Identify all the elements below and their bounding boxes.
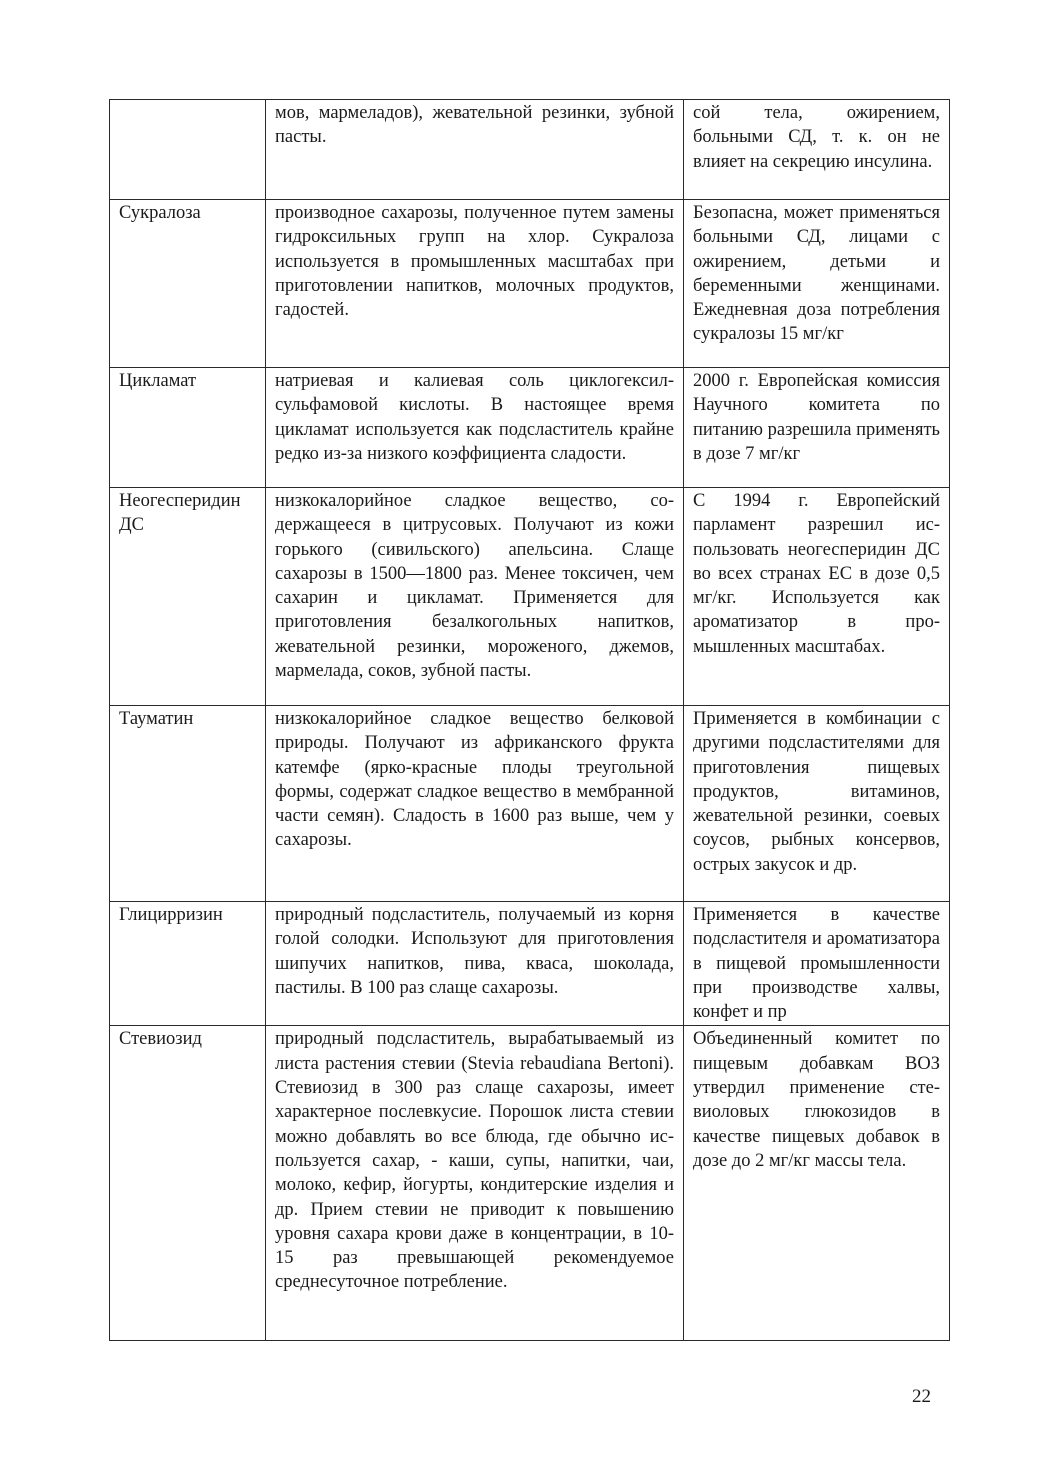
table-row	[110, 1026, 950, 1341]
sweetener-name	[110, 100, 266, 200]
table-row	[110, 100, 950, 200]
sweetener-name: Неогесперидин ДС	[110, 488, 266, 706]
table-row	[110, 488, 950, 706]
sweetener-usage-note: 2000 г. Европейская комиссия Научного комитета по питанию разрешила применять в дозе 7 мг/кг	[684, 368, 950, 488]
sweetener-description: природный подсластитель, вырабатываемый из листа растения стевии (Stevia rebaudiana Bertoni). Стевиозид в 300 раз слаще сахарозы, имеет характерное послевкусие. Порошок листа стевии можно добавлять во все блюда, где обычно используется сахар, - каши, супы, напитки, чаи, молоко, кефир, йогурты, кондитерские изделия и др. Прием стевии не приводит к повышению уровня сахара крови даже в концентрации, в 10-15 раз превышающей рекомендуемое среднесуточное потребление.	[266, 1026, 684, 1341]
sweetener-description: природный подсластитель, получаемый из корня голой солодки. Используют для приготовления шипучих напитков, пива, кваса, шоколада, пастилы. В 100 раз слаще сахарозы.	[266, 902, 684, 1026]
sweeteners-table	[109, 99, 950, 1341]
sweetener-description: производное сахарозы, полученное путем замены гидроксильных групп на хлор. Сукралоза используется в промышленных масштабах при приготовлении напитков, молочных продуктов, гадостей.	[266, 200, 684, 368]
sweetener-name: Стевиозид	[110, 1026, 266, 1341]
table-row	[110, 200, 950, 368]
sweetener-usage-note: Объединенный комитет по пищевым добавкам ВОЗ утвердил применение стевиоловых глюкозидов в качестве пищевых добавок в дозе до 2 мг/кг массы тела.	[684, 1026, 950, 1341]
sweetener-usage-note: Безопасна, может применяться больными СД, лицами с ожирением, детьми и беременными женщинами. Ежедневная доза потребления сукралозы 15 мг/кг	[684, 200, 950, 368]
sweetener-description: низкокалорийное сладкое вещество, содержащееся в цитрусовых. Получают из кожи горького (сивильского) апельсина. Слаще сахарозы в 1500—1800 раз. Менее токсичен, чем сахарин и цикламат. Применяется для приготовления безалкогольных напитков, жевательной резинки, мороженого, джемов, мармелада, соков, зубной пасты.	[266, 488, 684, 706]
sweetener-usage-note: сой тела, ожирением, больными СД, т. к. он не влияет на секрецию инсулина.	[684, 100, 950, 200]
sweetener-description: мов, мармеладов), жевательной резинки, зубной пасты.	[266, 100, 684, 200]
sweetener-description: низкокалорийное сладкое вещество белковой природы. Получают из африканского фрукта катемфе (ярко-красные плоды треугольной формы, содержат сладкое вещество в мембранной части семян). Сладость в 1600 раз выше, чем у сахарозы.	[266, 706, 684, 902]
sweetener-name: Сукралоза	[110, 200, 266, 368]
table-row	[110, 902, 950, 1026]
sweetener-name: Глицирризин	[110, 902, 266, 1026]
table-row	[110, 706, 950, 902]
sweetener-usage-note: С 1994 г. Европейский парламент разрешил использовать неогесперидин ДС во всех странах ЕС в дозе 0,5 мг/кг. Используется как ароматизатор в промышленных масштабах.	[684, 488, 950, 706]
page-number: 22	[912, 1386, 931, 1407]
sweetener-usage-note: Применяется в качестве подсластителя и ароматизатора в пищевой промышленности при производстве халвы, конфет и пр	[684, 902, 950, 1026]
sweetener-description: натриевая и калиевая соль циклогексилсульфамовой кислоты. В настоящее время цикламат используется как подсластитель крайне редко из-за низкого коэффициента сладости.	[266, 368, 684, 488]
sweetener-name: Цикламат	[110, 368, 266, 488]
sweetener-usage-note: Применяется в комбинации с другими подсластителями для приготовления пищевых продуктов, витаминов, жевательной резинки, соевых соусов, рыбных консервов, острых закусок и др.	[684, 706, 950, 902]
table-row	[110, 368, 950, 488]
sweetener-name: Тауматин	[110, 706, 266, 902]
